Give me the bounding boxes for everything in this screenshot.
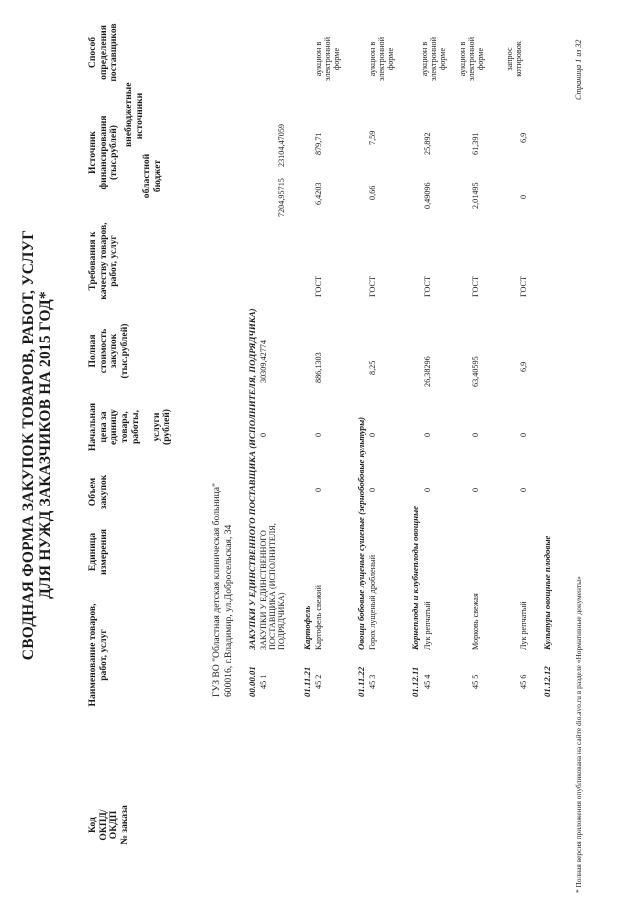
- section-title: Корнеплоды и клубнеплоды овощные: [410, 506, 420, 650]
- row-extra: 25,892: [423, 132, 432, 155]
- row-req: ГОСТ: [519, 275, 528, 297]
- row-extra: 6,9: [519, 132, 528, 143]
- row-code: 45 5: [471, 674, 480, 689]
- row-method: запрос котировок: [505, 41, 524, 77]
- row-total: 63,40595: [471, 356, 480, 387]
- row-price: 0: [423, 432, 432, 438]
- header-initial-price: Начальная цена за единицу товара, работы, услуги (рублей): [87, 402, 173, 452]
- row-code: 45 1: [259, 674, 268, 689]
- header-total-cost: Полная стоимость закупок (тыс.рублей): [87, 323, 131, 379]
- row-method: аукцион в электронной форме: [368, 36, 396, 82]
- row-method: аукцион в электронной форме: [420, 36, 448, 82]
- header-financing: Источник финансирования (тыс.рублей): [87, 115, 120, 190]
- row-name: Лук репчатый: [519, 601, 528, 650]
- row-volume: 0: [471, 487, 480, 493]
- header-fin-extra: внебюджетные источники: [123, 82, 145, 147]
- organization-address: 600016, г.Владимир, ул.Добросельская, 34: [223, 524, 234, 697]
- row-price: 0: [471, 432, 480, 438]
- header-method: Способ определения поставщиков: [87, 23, 120, 82]
- header-volume: Объем закупок: [87, 474, 109, 510]
- row-volume: 0: [314, 487, 323, 493]
- row-code: 45 3: [368, 674, 377, 689]
- row-regional: 0,49096: [423, 182, 432, 209]
- row-price: 0: [259, 432, 268, 438]
- organization-name: ГУЗ ВО "Областная детская клиническая больница": [211, 483, 222, 697]
- row-code: 45 6: [519, 674, 528, 689]
- row-price: 0: [314, 432, 323, 438]
- row-total: 26,38296: [423, 356, 432, 387]
- row-name: Лук репчатый: [423, 601, 432, 650]
- row-name: Морковь свежая: [471, 593, 480, 650]
- section-title: Культуры овощные плодовые: [542, 535, 552, 650]
- section-code: 01.11.22: [356, 666, 366, 697]
- row-total: 8,25: [368, 360, 377, 375]
- row-volume: 0: [368, 487, 377, 493]
- header-fin-regional: областной бюджет: [141, 153, 163, 199]
- header-code: Код ОКПД/ ОКДП № заказа: [87, 805, 131, 845]
- section-code: 01.12.12: [542, 666, 552, 697]
- row-name: ЗАКУПКИ У ЕДИНСТВЕННОГО ПОСТАВЩИКА (ИСПОЛНИТЕЛЯ, ПОДРЯДЧИКА): [259, 523, 287, 650]
- row-name: Картофель свежий: [314, 585, 323, 650]
- row-total: 886,1303: [314, 352, 323, 383]
- section-title: ЗАКУПКИ У ЕДИНСТВЕННОГО ПОСТАВЩИКА (ИСПОЛНИТЕЛЯ, ПОДРЯДЧИКА): [247, 308, 257, 650]
- row-volume: 0: [423, 487, 432, 493]
- row-total: 6,9: [519, 361, 528, 372]
- page-number: Страница 1 из 32: [574, 39, 583, 100]
- row-name: Горох лущеный дробленый: [368, 555, 377, 650]
- row-extra: 61,391: [471, 132, 480, 155]
- section-title: Овощи бобовые лущеные сушеные (зернобобовые культуры): [356, 416, 366, 650]
- row-regional: 0: [519, 194, 528, 199]
- row-extra: 879,71: [314, 132, 323, 155]
- row-code: 45 2: [314, 674, 323, 689]
- row-req: ГОСТ: [314, 275, 323, 297]
- row-extra: 23104,47059: [277, 124, 286, 167]
- row-volume: 0: [519, 487, 528, 493]
- section-code: 00.00.01: [247, 666, 257, 697]
- section-code: 01.11.21: [302, 666, 312, 697]
- section-title: Картофель: [302, 605, 312, 650]
- row-req: ГОСТ: [471, 275, 480, 297]
- row-regional: 7204,95715: [277, 178, 286, 217]
- row-regional: 6,4203: [314, 182, 323, 205]
- row-req: ГОСТ: [423, 275, 432, 297]
- row-extra: 7,59: [368, 130, 377, 145]
- row-req: ГОСТ: [368, 275, 377, 297]
- header-requirements: Требования к качеству товаров, работ, услуг: [87, 222, 120, 300]
- section-code: 01.12.11: [410, 666, 420, 697]
- title-line-1: СВОДНАЯ ФОРМА ЗАКУПОК ТОВАРОВ, РАБОТ, УСЛУГ: [20, 229, 37, 661]
- header-name: Наименование товаров, работ, услуг: [87, 603, 109, 707]
- row-price: 0: [519, 432, 528, 438]
- title-line-2: ДЛЯ НУЖД ЗАКАЗЧИКОВ НА 2015 ГОД*: [37, 291, 55, 599]
- row-method: аукцион в электронной форме: [314, 36, 342, 82]
- row-price: 0: [368, 432, 377, 438]
- footnote: * Полная версия приложения опубликована на сайте dio.avo.ru в разделе «Нормативные документы»: [574, 576, 583, 893]
- row-regional: 2,01495: [471, 182, 480, 209]
- row-method: аукцион в электронной форме: [458, 36, 486, 82]
- header-unit: Единица измерения: [87, 529, 109, 575]
- row-regional: 0,66: [368, 185, 377, 200]
- row-code: 45 4: [423, 674, 432, 689]
- row-total: 30309,42774: [259, 340, 268, 383]
- document-title: [20, 135, 55, 755]
